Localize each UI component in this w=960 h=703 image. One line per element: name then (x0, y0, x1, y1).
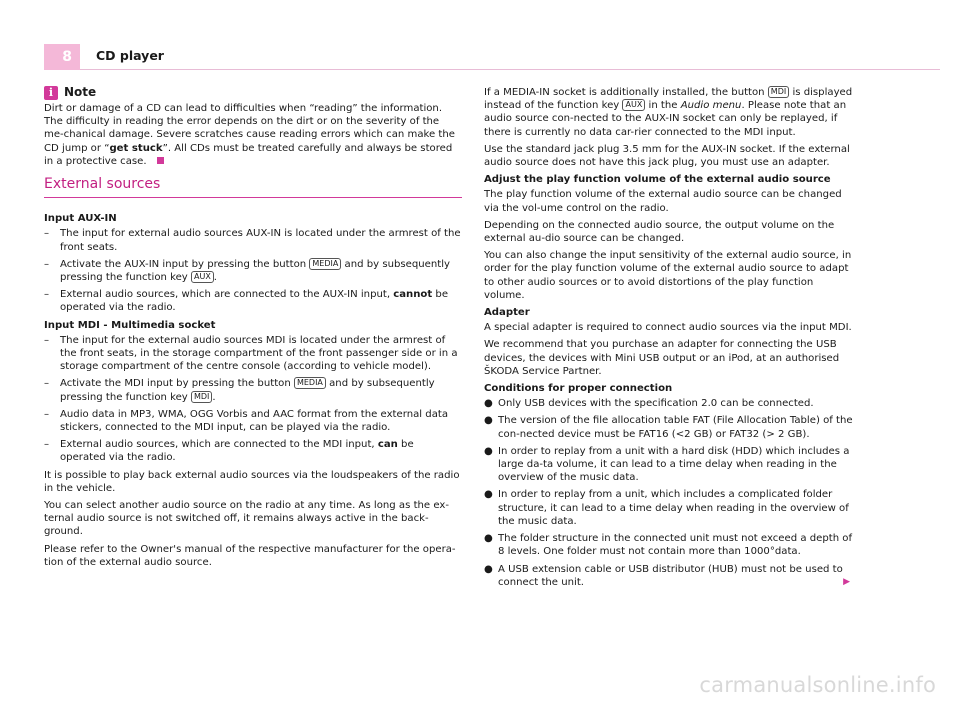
left-column (44, 86, 462, 573)
note-text: Dirt or damage of a CD can lead to difficulties when “reading” the information. The difficulty in reading the error depends on the dirt or on the severity of the me-chanical damage. Severe scratches cause reading errors which can make the CD jump or “get stuck”. All CDs must be treated carefully and always be stored in a protective case. (44, 103, 455, 167)
list-item: – Audio data in MP3, WMA, OGG Vorbis and AAC format from the external data stickers, connected to the MDI input, can be played via the radio. (44, 408, 449, 434)
paragraph: You can select another audio source on the radio at any time. As long as the ex-ternal audio source is not switched off, it remains always active in the back-ground. (44, 500, 449, 538)
info-icon: i (44, 86, 58, 100)
right-column (484, 86, 856, 593)
section-end-marker-icon (157, 157, 164, 164)
page-number: 8 (44, 44, 80, 70)
list-item: – Activate the MDI input by pressing the button MEDIA and by subsequently pressing the function key MDI . (44, 378, 435, 403)
paragraph: A special adapter is required to connect audio sources via the input MDI. (484, 322, 852, 334)
page-header (44, 44, 940, 70)
list-item: ● A USB extension cable or USB distributor (HUB) must not be used to connect the unit. ▶ (484, 563, 850, 588)
media-key: MEDIA (294, 377, 326, 389)
paragraph: It is possible to play back external audio sources via the loudspeakers of the radio in the vehicle. (44, 469, 460, 494)
media-key: MEDIA (309, 258, 341, 270)
paragraph: Use the standard jack plug 3.5 mm for the AUX-IN socket. If the external audio source does not have this jack plug, you must use an adapter. (484, 143, 850, 169)
list-item: – External audio sources, which are connected to the MDI input, can be operated via the radio. (44, 439, 414, 464)
paragraph: We recommend that you purchase an adapter for connecting the USB devices, the devices with Mini USB output or an iPod, at an authorised ŠKODA Service Partner. (484, 339, 840, 377)
list-item: – External audio sources, which are connected to the AUX-IN input, cannot be operated via the radio. (44, 289, 449, 314)
list-item: ● In order to replay from a unit with a hard disk (HDD) which includes a large da-ta volume, it can lead to a time delay when reading in the overview of the music data. (484, 445, 850, 484)
watermark: carmanualsonline.info (699, 673, 936, 697)
mdi-heading: Input MDI - Multimedia socket (44, 319, 216, 331)
volume-heading: Adjust the play function volume of the external audio source (484, 174, 831, 186)
conditions-heading: Conditions for proper connection (484, 383, 673, 395)
paragraph: Please refer to the Owner's manual of the respective manufacturer for the opera-tion of the external audio source. (44, 543, 456, 568)
chapter-title: CD player (96, 48, 164, 63)
list-item: ● The folder structure in the connected unit must not exceed a depth of 8 levels. One folder must not contain more than 1000°data. (484, 533, 853, 558)
aux-key: AUX (622, 99, 645, 111)
note-title: Note (64, 85, 97, 100)
mdi-key: MDI (768, 86, 789, 98)
section-heading: External sources (44, 178, 462, 198)
adapter-heading: Adapter (484, 307, 530, 319)
list-item: ● Only USB devices with the specification 2.0 can be connected. (484, 398, 814, 410)
list-item: – The input for external audio sources AUX-IN is located under the armrest of the front seats. (44, 228, 461, 253)
paragraph: If a MEDIA-IN socket is additionally installed, the button MDI is displayed instead of the function key AUX in the Audio menu. Please note that an audio source con-nected to the AUX-IN socket can only be replayed, if there is currently no data car-rier connected to the MDI input. (484, 87, 853, 138)
paragraph: Depending on the connected audio source, the output volume on the external au-dio source can be changed. (484, 219, 835, 245)
list-item: ● In order to replay from a unit, which includes a complicated folder structure, it can lead to a time delay when reading in the overview of the music data. (484, 489, 849, 527)
aux-key: AUX (191, 271, 214, 283)
list-item: ● The version of the file allocation table FAT (File Allocation Table) of the con-nected device must be FAT16 (<2 GB) or FAT32 (> 2 GB). (484, 415, 853, 440)
paragraph: The play function volume of the external audio source can be changed via the vol-ume control on the radio. (484, 189, 842, 214)
note-header (44, 86, 462, 100)
aux-heading: Input AUX-IN (44, 213, 117, 225)
paragraph: You can also change the input sensitivity of the external audio source, in order for the play function volume of the external audio source to adapt to other audio sources or to avoid distortions of the play function volume. (484, 250, 852, 301)
list-item: – Activate the AUX-IN input by pressing the button MEDIA and by subsequently pressing the function key AUX . (44, 258, 450, 284)
list-item: – The input for the external audio sources MDI is located under the armrest of the front seats, in the storage compartment of the front passenger side or in a storage compartment of the centre console (according to vehicle model). (44, 334, 458, 373)
continue-arrow-icon: ▶ (843, 576, 850, 587)
mdi-key: MDI (191, 391, 212, 403)
